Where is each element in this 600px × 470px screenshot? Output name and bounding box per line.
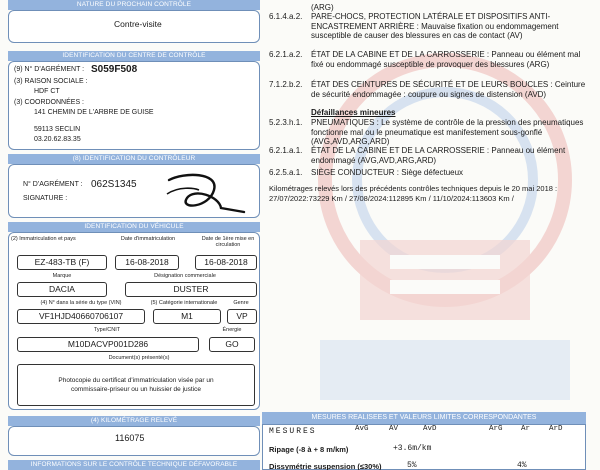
brand-field: DACIA xyxy=(17,282,107,297)
defect-text: PARE-CHOCS, PROTECTION LATÉRALE ET DISPOSITIFS ANTI-ENCASTREMENT ARRIÈRE : Mauvaise fixation ou endommagement susceptible de causer des blessures en cas de contact (AV) xyxy=(311,12,559,40)
minor-defect-text: PNEUMATIQUES : Le système de contrôle de la pression des pneumatiques fonctionne mal ou le pneumatique est manifestement sous-gonflé (AVG,AVD,ARG,ARD) xyxy=(311,118,584,146)
mileage-value: 116075 xyxy=(115,433,145,443)
vin-label: (4) N° dans la série du type (VIN) xyxy=(40,300,122,306)
col-avd: AvD xyxy=(423,425,437,433)
type-label: Type/CNIT xyxy=(93,327,121,333)
genre-label: Genre xyxy=(233,300,249,306)
inspector-header: (8) IDENTIFICATION DU CONTRÔLEUR xyxy=(8,154,260,164)
col-avg: AvG xyxy=(355,425,369,433)
model-field: DUSTER xyxy=(125,282,257,297)
center-coord-label: (3) COORDONNÉES : xyxy=(14,99,85,106)
first-circulation-date-field: 16-08-2018 xyxy=(195,255,257,270)
minor-defect-code: 6.2.5.a.1. xyxy=(269,168,303,177)
col-ar: Ar xyxy=(521,425,531,433)
mileage-history: Kilométrages relevés lors des précédents contrôles techniques depuis le 20 mai 2018 : 27/07/2022:73229 Km / 27/08/2024:112895 Km / 11/10/2024:113603 Km / xyxy=(269,184,558,203)
plate-field: EZ-483-TB (F) xyxy=(17,255,107,270)
dissymetry-front: 5% xyxy=(407,461,417,470)
documents-field xyxy=(17,364,255,406)
brand-label: Marque xyxy=(52,273,72,279)
next-inspection-value: Contre-visite xyxy=(114,19,162,29)
defect-continuation: (ARG) xyxy=(311,3,334,12)
category-field: M1 xyxy=(153,309,221,324)
center-address-line1: 141 CHEMIN DE L'ARBRE DE GUISE xyxy=(34,109,154,116)
next-inspection-box xyxy=(8,10,260,43)
center-agrement-value: S059F508 xyxy=(91,64,138,75)
inspector-agrement-value: 062S1345 xyxy=(91,179,137,190)
defect-code: 6.2.1.a.2. xyxy=(269,50,303,59)
vehicle-header: IDENTIFICATION DU VÉHICULE xyxy=(8,222,260,232)
documents-value: Photocopie du certificat d'immatriculation visée par un commissaire-priseur ou un huissier de justice xyxy=(58,377,214,393)
center-name-value: HDF CT xyxy=(34,88,60,95)
plate-label: (2) Immatriculation et pays xyxy=(11,236,76,242)
left-column xyxy=(8,0,260,470)
inspector-signature xyxy=(159,168,249,216)
registration-date-label: Date d'immatriculation xyxy=(120,236,176,242)
information-header: INFORMATIONS SUR LE CONTRÔLE TECHNIQUE DÉFAVORABLE xyxy=(8,460,260,470)
model-label: Désignation commerciale xyxy=(154,273,216,279)
vin-field: VF1HJD40660706107 xyxy=(17,309,145,324)
measurements-box xyxy=(262,424,586,470)
energy-label: Énergie xyxy=(222,327,242,333)
minor-defects-title: Défaillances mineures xyxy=(311,108,396,117)
type-field: M10DACVP001D286 xyxy=(17,337,199,352)
center-name-label: (3) RAISON SOCIALE : xyxy=(14,78,88,85)
dissymetry-label: Dissymétrie suspension (≤30%) xyxy=(269,462,382,470)
mileage-header: (4) KILOMÉTRAGE RELEVÉ xyxy=(8,416,260,426)
inspector-signature-label: SIGNATURE : xyxy=(23,195,68,202)
energy-field: GO xyxy=(209,337,255,352)
inspector-box xyxy=(8,164,260,218)
genre-field: VP xyxy=(227,309,257,324)
minor-defect-code: 5.2.3.h.1. xyxy=(269,118,303,127)
defect-code: 7.1.2.b.2. xyxy=(269,80,303,89)
dissymetry-rear: 4% xyxy=(517,461,527,470)
col-ard: ArD xyxy=(549,425,563,433)
center-agrement-label: (9) N° D'AGRÉMENT : xyxy=(14,66,85,73)
measurements-label: MESURES xyxy=(269,427,317,436)
defect-code: 6.1.4.a.2. xyxy=(269,12,303,21)
ripage-value: +3.6m/km xyxy=(393,444,432,453)
mileage-box xyxy=(8,426,260,456)
defect-text: ÉTAT DE LA CABINE ET DE LA CARROSSERIE : Panneau ou élément mal fixé ou endommagé susceptible de provoquer des blessures (ARG) xyxy=(311,50,581,69)
minor-defect-code: 6.2.1.a.1. xyxy=(269,146,303,155)
first-circulation-date-label: Date de 1ère mise en circulation xyxy=(201,236,255,248)
defects-column xyxy=(260,0,600,470)
documents-label: Document(s) présenté(s) xyxy=(108,355,170,361)
col-arg: ArG xyxy=(489,425,503,433)
minor-defect-text: SIÈGE CONDUCTEUR : Siège défectueux xyxy=(311,168,464,177)
inspector-agrement-label: N° D'AGRÉMENT : xyxy=(23,181,83,188)
center-phone: 03.20.62.83.35 xyxy=(34,136,81,143)
registration-date-field: 16-08-2018 xyxy=(115,255,179,270)
center-box xyxy=(8,61,260,150)
minor-defect-text: ÉTAT DE LA CABINE ET DE LA CARROSSERIE : Panneau ou élément endommagé (AVG,AVD,ARG,ARD) xyxy=(311,146,566,165)
center-address-line2: 59113 SECLIN xyxy=(34,126,81,133)
defect-text: ÉTAT DES CEINTURES DE SÉCURITÉ ET DE LEURS BOUCLES : Ceinture de sécurité endommagée : coupure ou signes de distension (AVD) xyxy=(311,80,586,99)
vehicle-box xyxy=(8,232,260,410)
center-header: IDENTIFICATION DU CENTRE DE CONTRÔLE xyxy=(8,51,260,61)
next-inspection-header: NATURE DU PROCHAIN CONTRÔLE xyxy=(8,0,260,10)
ripage-label: Ripage (-8 à + 8 m/km) xyxy=(269,445,349,454)
col-av: AV xyxy=(389,425,399,433)
category-label: (5) Catégorie internationale xyxy=(150,300,218,306)
measurements-header: MESURES REALISEES ET VALEURS LIMITES CORRESPONDANTES xyxy=(262,412,586,424)
